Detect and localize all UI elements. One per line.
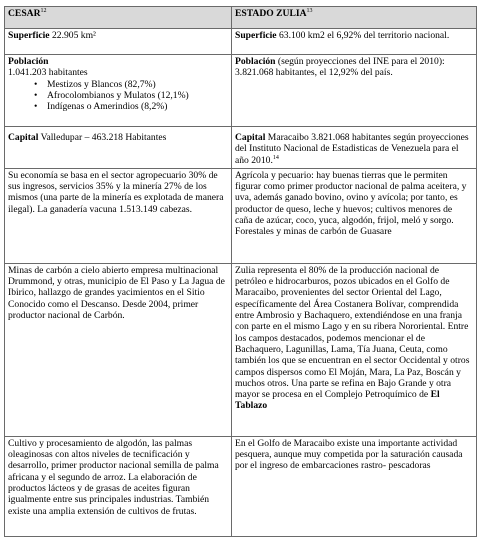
capital-cesar-value: Valledupar – 463.218 Habitantes [40,132,167,143]
superficie-row [5,29,477,55]
economia-cesar-cell [5,168,232,263]
header-zulia: ESTADO ZULIA [235,8,307,19]
poblacion-cesar-total: 1.041.203 habitantes [8,67,88,79]
economia-zulia-cell [232,168,477,263]
cultivos-zulia-cell [232,436,477,536]
capital-cesar-cell [5,127,232,169]
capital-label-zulia: Capital [235,132,266,143]
superficie-zulia-value: 63.100 km2 el 6,92% del territorio nacional. [278,30,450,41]
mineria-row [5,263,477,436]
ethnic-group-list [8,79,227,113]
cultivos-cesar-cell [5,436,232,536]
economia-row [5,168,477,263]
poblacion-cesar-cell [5,55,232,127]
capital-label: Capital [8,132,39,143]
el-tablazo: El Tablazo [235,389,440,412]
comparison-table [4,6,477,537]
poblacion-label-zulia: Población [235,56,276,67]
poblacion-zulia-cell [232,55,477,127]
economia-zulia-text: Agrícola y pecuario: hay buenas tierras que le permiten figurar como primer productor nacional de palma aceitera, y uva, además ganado bovino, ovino y avícola; por tanto, es productor de queso, leche y huevos; cultivos menores de caña de azúcar, coco, yuca, algodón, frijol, meló y sorgo. Forestales y minas de carbón de Guasare [235,169,467,238]
cultivos-zulia-text: En el Golfo de Maracaibo existe una importante actividad pesquera, aunque muy competida por la saturación causada por el ingreso de embarcaciones rastro- pescadoras [235,437,463,472]
mineria-zulia-text: Zulia representa el 80% de la producción nacional de petróleo e hidrocarburos, pozos ubicados en el Golfo de Maracaibo, provenientes del sector Oriental del Lago, específicamente del Área Costanera Bolívar, comprendida entre Ambrosio y Bachaquero, extendiéndose en una franja con parte en el mismo Lago y en su ribera Nororiental. Entre los campos destacados, podemos mencionar el de Bachaquero, Lagunillas, Lama, Tía Juana, Ceuta, como también los que se encuentran en el sector Occidental y otros campos dispersos como El Moján, Mara, La Paz, Boscán y muchos otros. Una parte se refina en Bajo Grande y otra mayor se procesa en el Complejo Petroquímico de [235,264,470,401]
poblacion-row [5,55,477,127]
header-cesar: CESAR [8,8,41,19]
header-row [5,7,477,29]
mineria-cesar-cell [5,263,232,436]
footnote-ref-12: 12 [40,7,47,14]
superficie-label: Superficie [8,30,50,41]
cultivos-cesar-text: Cultivo y procesamiento de algodón, las palmas oleaginosas con altos niveles de tecnificación y desarrollo, primer productor nacional semilla de palma africana y el segundo de arroz. La elaboración de productos lácteos y de grasas de aceites figuran igualmente entre sus principales industrias. También existe una amplia extensión de cultivos de frutas. [8,437,219,517]
poblacion-zulia-note: (según proyecciones del INE para el 2010): [277,56,445,67]
header-cesar-cell [5,7,232,29]
cultivos-row [5,436,477,536]
capital-zulia-cell [232,127,477,169]
capital-row [5,127,477,169]
superficie-cesar-cell [5,29,232,55]
poblacion-zulia-value: 3.821.068 habitantes, el 12,92% del país. [235,67,393,79]
mineria-cesar-text: Minas de carbón a cielo abierto empresa multinacional Drummond, y otras, municipio de El Paso y La Jagua de Ibirico, hallazgo de grandes yacimientos en el Sitio Conocido como el Descanso. Desde 2004, primer productor nacional de Carbón. [8,264,225,322]
ethnic-group-item: • Afrocolombianos y Mulatos (12,1%) [34,90,227,101]
superficie-label-zulia: Superficie [235,30,277,41]
footnote-ref-14: 14 [272,154,279,161]
superficie-zulia-cell [232,29,477,55]
ethnic-group-item: • Indígenas o Amerindios (8,2%) [34,101,227,112]
footnote-ref-13: 13 [306,7,313,14]
poblacion-label: Población [8,56,49,67]
ethnic-group-item: • Mestizos y Blancos (82,7%) [34,79,227,90]
header-zulia-cell [232,7,477,29]
mineria-zulia-cell [232,263,477,436]
superficie-cesar-value: 22.905 km² [51,30,96,41]
economia-cesar-text: Su economía se basa en el sector agropecuario 30% de sus ingresos, servicios 35% y la minería 27% de los mismos (una parte de la minería es explotada de manera ilegal). La ganadería vacuna 1.513.149 cabezas. [8,169,224,215]
capital-zulia-value: Maracaibo 3.821.068 habitantes según proyecciones del Instituto Nacional de Estadisticas de Venezuela para el año 2010. [235,132,469,166]
